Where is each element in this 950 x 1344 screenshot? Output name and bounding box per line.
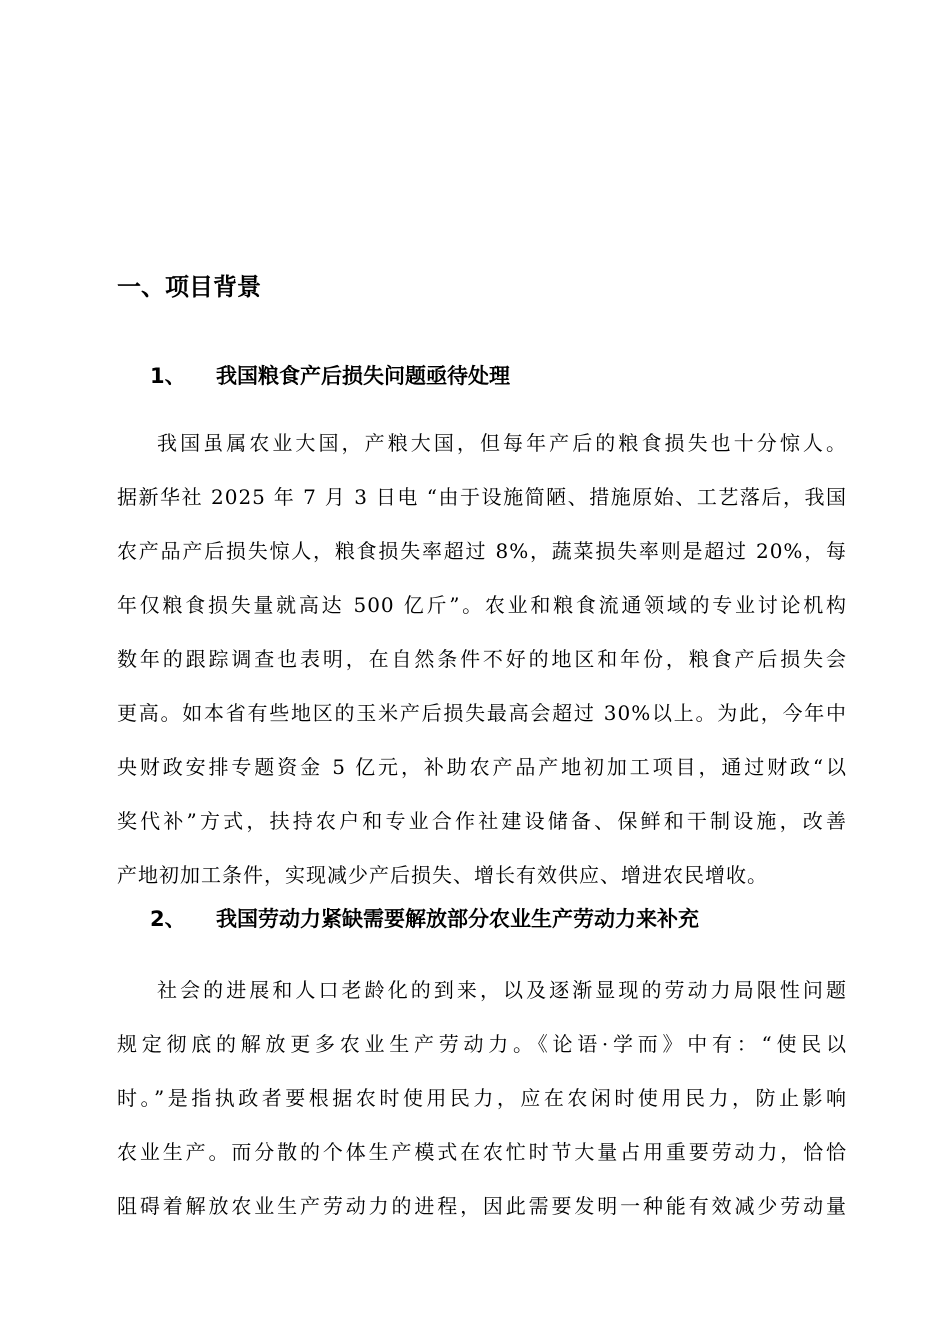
paragraph-line: 我国虽属农业大国，产粮大国，但每年产后的粮食损失也十分惊人。: [157, 431, 847, 455]
paragraph-line: 据新华社 2025 年 7 月 3 日电 “由于设施简陋、措施原始、工艺落后，我国: [117, 485, 847, 509]
paragraph-line: 数年的跟踪调查也表明，在自然条件不好的地区和年份，粮食产后损失会: [117, 647, 847, 671]
paragraph-line: 社会的进展和人口老龄化的到来，以及逐渐显现的劳动力局限性问题: [157, 978, 847, 1002]
paragraph-line: 更高。如本省有些地区的玉米产后损失最高会超过 30%以上。为此，今年中: [117, 701, 847, 725]
section-heading: 一、项目背景: [117, 273, 261, 301]
subsection-heading-2: [150, 904, 699, 934]
paragraph-line: 农产品产后损失惊人，粮食损失率超过 8%，蔬菜损失率则是超过 20%，每: [117, 539, 847, 563]
paragraph-1: [117, 416, 847, 902]
subsection-number: 2、: [150, 907, 186, 931]
subsection-title: 我国劳动力紧缺需要解放部分农业生产劳动力来补充: [216, 907, 699, 931]
paragraph-2: [117, 963, 847, 1233]
paragraph-line: 产地初加工条件，实现减少产后损失、增长有效供应、增进农民增收。: [117, 863, 768, 887]
subsection-number: 1、: [150, 364, 186, 388]
paragraph-line: 奖代补”方式，扶持农户和专业合作社建设储备、保鲜和干制设施，改善: [117, 809, 847, 833]
subsection-heading-1: [150, 361, 510, 391]
paragraph-line: 规定彻底的解放更多农业生产劳动力。《论语·学而》中有：“使民以: [117, 1032, 847, 1056]
subsection-title: 我国粮食产后损失问题亟待处理: [216, 364, 510, 388]
paragraph-line: 农业生产。而分散的个体生产模式在农忙时节大量占用重要劳动力，恰恰: [117, 1140, 847, 1164]
paragraph-line: 央财政安排专题资金 5 亿元，补助农产品产地初加工项目，通过财政“以: [117, 755, 847, 779]
paragraph-line: 阻碍着解放农业生产劳动力的进程，因此需要发明一种能有效减少劳动量: [117, 1194, 847, 1218]
paragraph-line: 时。”是指执政者要根据农时使用民力，应在农闲时使用民力，防止影响: [117, 1086, 847, 1110]
paragraph-line: 年仅粮食损失量就高达 500 亿斤”。农业和粮食流通领域的专业讨论机构: [117, 593, 847, 617]
